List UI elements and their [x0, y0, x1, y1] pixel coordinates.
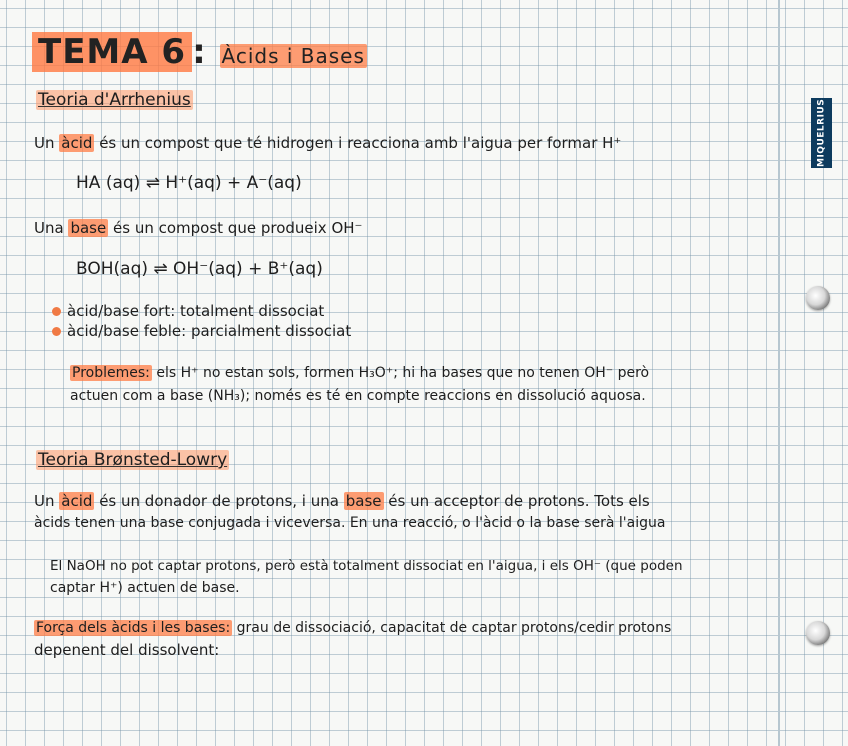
bronsted-line-1: [34, 492, 650, 510]
strength-text-1: grau de dissociació, capacitat de captar protons/cedir protons: [236, 620, 672, 636]
base-definition-text: és un compost que produeix OH⁻: [113, 219, 363, 237]
problems-text-1: els H⁺ no estan sols, formen H₃O⁺; hi ha bases que no tenen OH⁻ però: [156, 365, 650, 381]
heading-bronsted-text: Teoria Brønsted-Lowry: [38, 450, 228, 470]
problems-keyword: Problemes:: [72, 365, 150, 381]
arrhenius-base-definition: [34, 219, 362, 237]
brand-logo: MIQUELRIUS: [811, 98, 832, 168]
bullet-weak: [52, 322, 351, 340]
bronsted-rest-text: és un acceptor de protons. Tots els: [388, 492, 650, 510]
heading-arrhenius-text: Teoria d'Arrhenius: [38, 90, 191, 110]
naoh-note-line-1: El NaOH no pot captar protons, però està totalment dissociat en l'aigua, i els OH⁻ (que poden: [50, 558, 683, 574]
naoh-note-line-2: captar H⁺) actuen de base.: [50, 580, 240, 596]
bullet-dot-icon: [52, 307, 61, 316]
binder-hole-top: [806, 286, 830, 310]
problems-line-1: [70, 365, 649, 381]
bronsted-mid-text: és un donador de protons, i una: [99, 492, 339, 510]
base-prefix: Una: [34, 219, 64, 237]
strength-keyword: Força dels àcids i les bases:: [36, 620, 231, 636]
bullet-strong: [52, 302, 324, 320]
bronsted-acid-keyword: àcid: [61, 492, 93, 510]
acid-prefix: Un: [34, 134, 55, 152]
base-equation: BOH(aq) ⇌ OH⁻(aq) + B⁺(aq): [76, 259, 323, 279]
arrhenius-acid-definition: [34, 134, 621, 152]
title-main: TEMA 6: [32, 32, 192, 72]
page-title: [32, 32, 367, 72]
title-colon: :: [192, 32, 207, 72]
binder-hole-bottom: [806, 621, 830, 645]
bullet-strong-text: àcid/base fort: totalment dissociat: [67, 302, 325, 320]
title-subtitle: Àcids i Bases: [221, 44, 365, 68]
problems-line-2: actuen com a base (NH₃); només es té en compte reaccions en dissolució aquosa.: [70, 388, 646, 404]
strength-line-1: [34, 620, 671, 636]
bronsted-base-keyword: base: [345, 492, 382, 510]
bronsted-prefix: Un: [34, 492, 55, 510]
acid-keyword: àcid: [61, 134, 93, 152]
heading-arrhenius: [36, 90, 193, 110]
bullet-weak-text: àcid/base feble: parcialment dissociat: [67, 322, 352, 340]
acid-equation: HA (aq) ⇌ H⁺(aq) + A⁻(aq): [76, 173, 302, 193]
acid-definition-text: és un compost que té hidrogen i reacciona amb l'aigua per formar H⁺: [99, 134, 622, 152]
base-keyword: base: [70, 219, 107, 237]
bullet-dot-icon: [52, 327, 61, 336]
strength-line-2: depenent del dissolvent:: [34, 641, 220, 659]
margin-line: [778, 0, 780, 746]
heading-bronsted: [36, 450, 229, 470]
bronsted-line-2: àcids tenen una base conjugada i viceversa. En una reacció, o l'àcid o la base serà l'aigua: [34, 515, 666, 531]
